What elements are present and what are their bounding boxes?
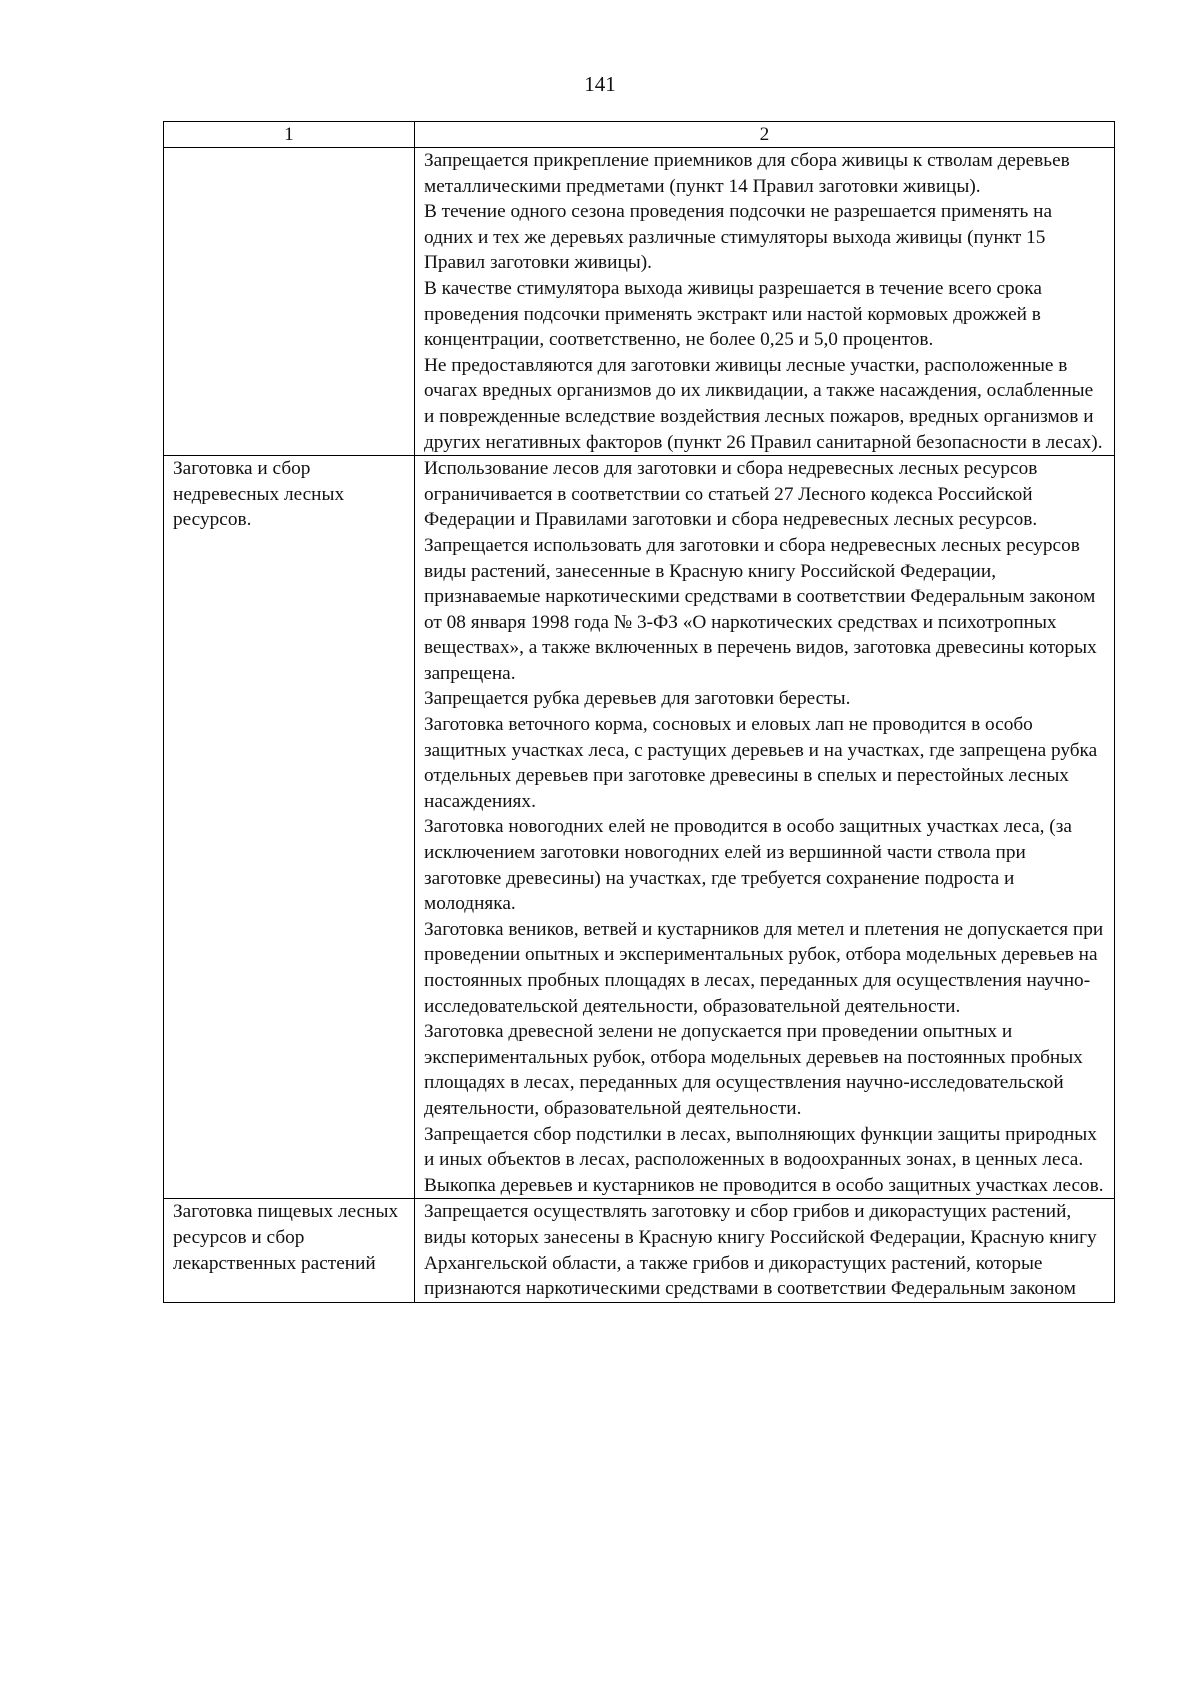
restrictions-cell: [415, 148, 1115, 456]
restriction-paragraph: Выкопка деревьев и кустарников не проводится в особо защитных участках лесов.: [424, 1174, 1104, 1196]
column-header-1: 1: [164, 122, 415, 148]
restriction-paragraph: В качестве стимулятора выхода живицы разрешается в течение всего срока проведения подсочки применять экстракт или настой кормовых дрожжей в концентрации, соответственно, не более 0,25 и 5,0 процентов.: [424, 277, 1042, 351]
restriction-paragraph: Использование лесов для заготовки и сбора недревесных лесных ресурсов ограничивается в соответствии со статьей 27 Лесного кодекса Российской Федерации и Правилами заготовки и сбора недревесных лесных ресурсов.: [424, 458, 1038, 531]
restriction-paragraph: Заготовка новогодних елей не проводится в особо защитных участках леса, (за исключением заготовки новогодних елей из вершинной части ствола при заготовке древесины) на участках, где требуется сохранение подроста и молодняка.: [424, 816, 1072, 915]
restriction-paragraph: Заготовка древесной зелени не допускается при проведении опытных и экспериментальных рубок, отбора модельных деревьев на постоянных пробных площадях в лесах, переданных для осуществления научно-исследовательской деятельности, образовательной деятельности.: [424, 1021, 1083, 1119]
restriction-paragraph: Не предоставляются для заготовки живицы лесные участки, расположенные в очагах вредных организмов до их ликвидации, а также насаждения, ослабленные и поврежденные вследствие воздействия лесных пожаров, вредных организмов и других негативных факторов (пункт 26 Правил санитарной безопасности в лесах).: [424, 354, 1103, 453]
activity-cell: Заготовка пищевых лесных ресурсов и сбор лекарственных растений: [164, 1199, 415, 1302]
restriction-paragraph: Запрещается прикрепление приемников для сбора живицы к стволам деревьев металлическими предметами (пункт 14 Правил заготовки живицы).: [424, 150, 1070, 197]
table-row: [164, 148, 1115, 456]
regulations-table: [163, 121, 1115, 1303]
page-number: 141: [584, 72, 616, 96]
restriction-paragraph: Заготовка веников, ветвей и кустарников для метел и плетения не допускается при проведении опытных и экспериментальных рубок, отбора модельных деревьев на постоянных пробных площадях в лесах, переданных для осуществления научно-исследовательской деятельности, образовательной деятельности.: [424, 918, 1104, 1017]
restrictions-cell: [415, 456, 1115, 1199]
restrictions-cell: [415, 1199, 1115, 1302]
restriction-paragraph: Запрещается осуществлять заготовку и сбор грибов и дикорастущих растений, виды которых занесены в Красную книгу Российской Федерации, Красную книгу Архангельской области, а также грибов и дикорастущих растений, которые признаются наркотическими средствами в соответствии Федеральным законом: [424, 1201, 1097, 1300]
restriction-paragraph: Запрещается сбор подстилки в лесах, выполняющих функции защиты природных и иных объектов в лесах, расположенных в водоохранных зонах, в ценных леса.: [424, 1123, 1097, 1171]
table-header-row: [164, 122, 1115, 148]
restriction-paragraph: Заготовка веточного корма, сосновых и еловых лап не проводится в особо защитных участках леса, с растущих деревьев и на участках, где запрещена рубка отдельных деревьев при заготовке древесины в спелых и перестойных лесных насаждениях.: [424, 714, 1098, 812]
table-row: [164, 456, 1115, 1199]
restriction-paragraph: Запрещается использовать для заготовки и сбора недревесных лесных ресурсов виды растений, занесенные в Красную книгу Российской Федерации, признаваемые наркотическими средствами в соответствии Федеральным законом от 08 января 1998 года № 3-ФЗ «О наркотических средствах и психотропных веществах», а также включенных в перечень видов, заготовка древесины которых запрещена.: [424, 534, 1097, 684]
restriction-paragraph: В течение одного сезона проведения подсочки не разрешается применять на одних и тех же деревьях различные стимуляторы выхода живицы (пункт 15 Правил заготовки живицы).: [424, 201, 1053, 274]
activity-cell: [164, 148, 415, 456]
column-header-2: 2: [415, 122, 1115, 148]
activity-cell: Заготовка и сбор недревесных лесных ресурсов.: [164, 456, 415, 1199]
restriction-paragraph: Запрещается рубка деревьев для заготовки бересты.: [424, 688, 851, 710]
table-row: [164, 1199, 1115, 1302]
